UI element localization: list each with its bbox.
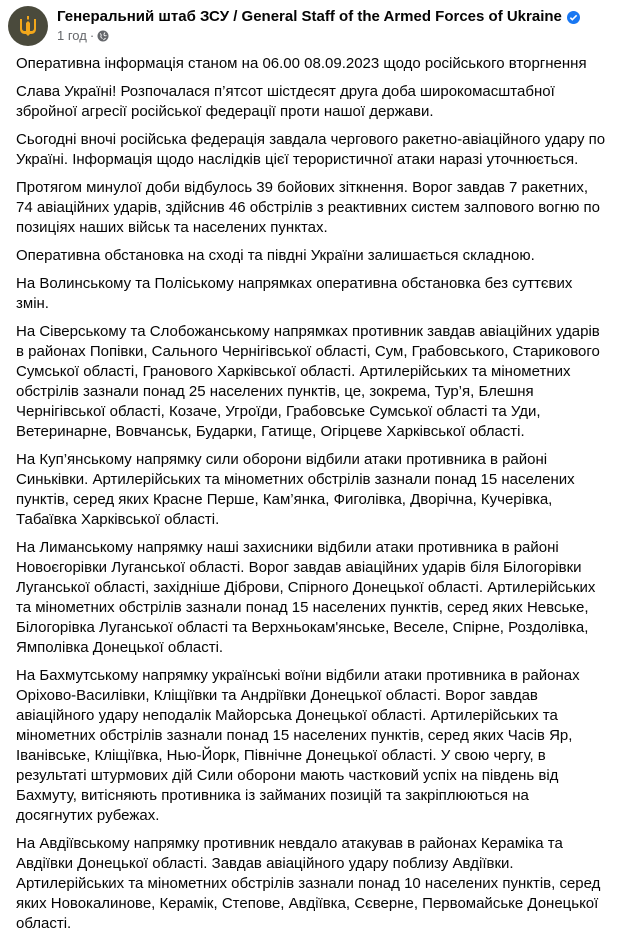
post-paragraph: Протягом минулої доби відбулось 39 бойових зіткнення. Ворог завдав 7 ракетних, 74 авіаційних ударів, здійснив 46 обстрілів з реактивних систем залпового вогню по позиціях наших військ та населених пунктах.	[16, 179, 601, 236]
post-body	[16, 54, 612, 934]
verified-badge-icon	[567, 11, 580, 24]
post-paragraph: На Куп’янському напрямку сили оборони відбили атаки противника в районі Синьківки. Артилерійських та мінометних обстрілів зазнали понад 15 населених пунктів, серед яких Красне Перше, Кам’янка, Фиголівка, Дворічна, Кучерівка, Табаївка Харківської області.	[16, 451, 575, 528]
avatar[interactable]	[8, 6, 48, 46]
post-paragraph: Оперативна інформація станом на 06.00 08.09.2023 щодо російського вторгнення	[16, 55, 587, 72]
trident-icon	[19, 16, 37, 36]
author-row	[57, 8, 580, 26]
post-subline	[57, 27, 580, 45]
globe-icon[interactable]	[97, 30, 109, 42]
post-header	[8, 6, 612, 46]
post-paragraph: На Волинському та Поліському напрямках оперативна обстановка без суттєвих змін.	[16, 275, 573, 312]
post-paragraph: Оперативна обстановка на сході та півдні України залишається складною.	[16, 247, 535, 264]
post-paragraph: Сьогодні вночі російська федерація завдала чергового ракетно-авіаційного удару по Україні. Інформація щодо наслідків цієї терористичної атаки наразі уточнюється.	[16, 131, 606, 168]
post-paragraph: На Авдіївському напрямку противник невдало атакував в районах Кераміка та Авдіївки Донецької області. Завдав авіаційного удару поблизу Авдіївки. Артилерійських та мінометних обстрілів зазнали понад 10 населених пунктів, серед яких Новокалинове, Керамік, Степове, Авдіївка, Сєверне, Первомайське Донецької області.	[16, 835, 601, 932]
post-time[interactable]: 1 год	[57, 28, 87, 43]
post-paragraph: На Сіверському та Слобожанському напрямках противник завдав авіаційних ударів в районах Попівки, Сального Чернігівської області, Сум, Грабовського, Старикового Сумської області, Гранового Харківської області. Артилерійських та мінометних обстрілів зазнали понад 25 населених пунктів, це, зокрема, Тур’я, Блешня Чернігівської області, Козаче, Угроїди, Грабовське Сумської області та Уди, Ветеринарне, Вовчанськ, Бударки, Гатище, Огірцеве Харківської області.	[16, 323, 600, 440]
post-meta	[57, 6, 580, 45]
post-paragraph: На Бахмутському напрямку українські воїни відбили атаки противника в районах Оріхово-Василівки, Кліщіївки та Андріївки Донецької області. Ворог завдав авіаційного удару неподалік Майорська Донецької області. Артилерійських та мінометних обстрілів зазнали понад 15 населених пунктів, серед яких Часів Яр, Іванівське, Кліщіївка, Нью-Йорк, Північне Донецької області. У свою чергу, в результаті штурмових дій Сили оборони мають частковий успіх на південь від Бахмуту, витісняють противника із займаних позицій та закріплюються на досягнутих рубежах.	[16, 667, 580, 824]
separator: ·	[89, 28, 95, 43]
author-name[interactable]: Генеральний штаб ЗСУ / General Staff of the Armed Forces of Ukraine	[57, 8, 562, 25]
post-paragraph: На Лиманському напрямку наші захисники відбили атаки противника в районі Новоєгорівки Луганської області. Ворог завдав авіаційних ударів біля Білогорівки Луганської області, західніше Діброви, Спірного Донецької області. Артилерійських та мінометних обстрілів зазнали понад 15 населених пунктів, серед яких Невське, Білогорівка Луганської області та Верхньокам'янське, Веселе, Спірне, Роздолівка, Ямполівка Донецької області.	[16, 539, 596, 656]
post-paragraph: Слава Україні! Розпочалася п’ятсот шістдесят друга доба широкомасштабної збройної агресії російської федерації проти нашої держави.	[16, 83, 555, 120]
